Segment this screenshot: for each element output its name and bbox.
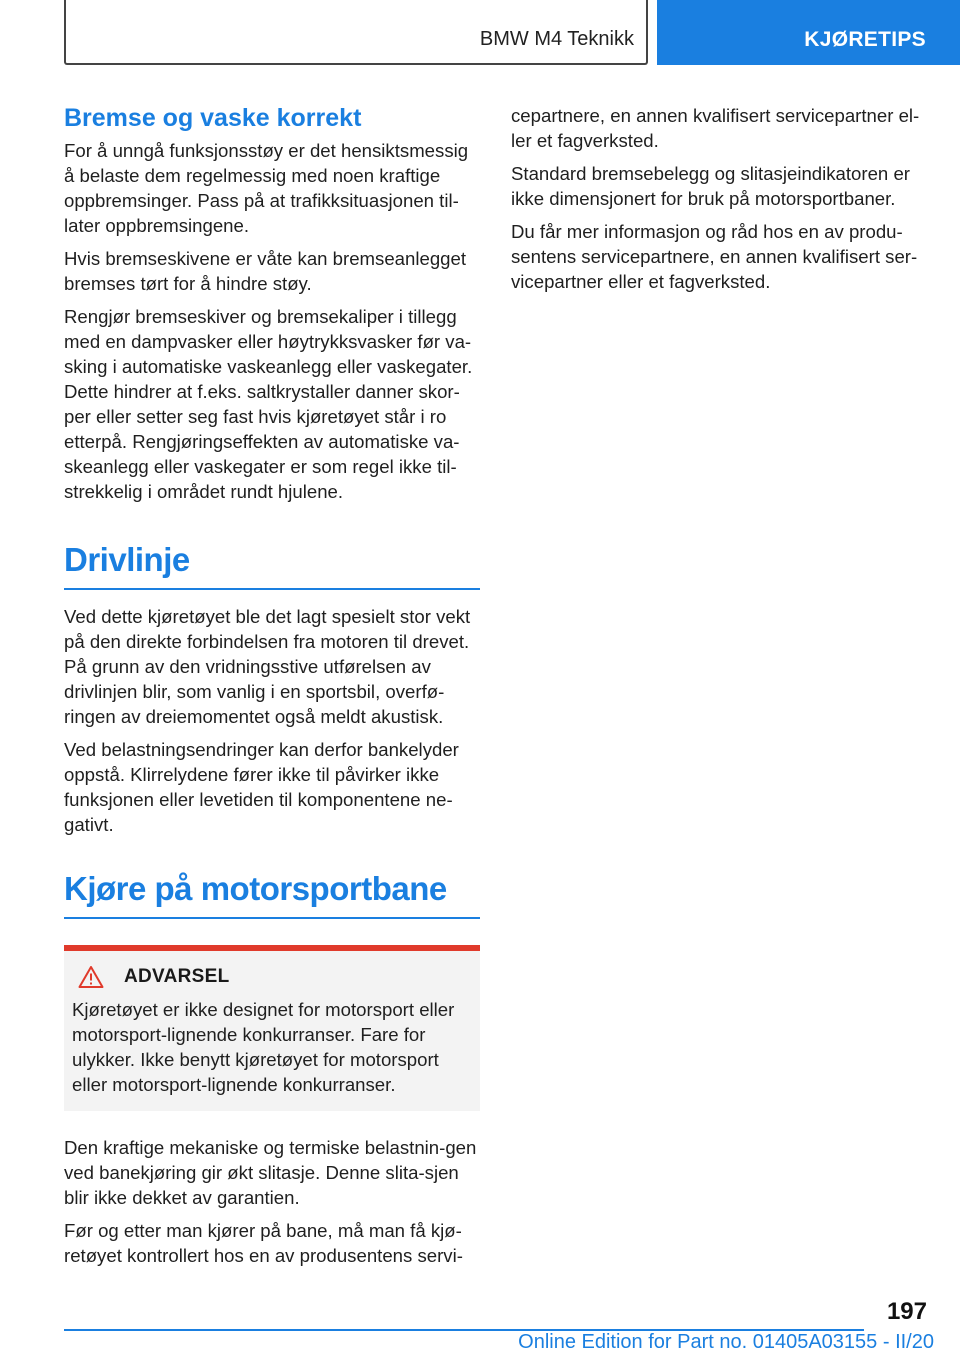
track-paragraph-1: Den kraftige mekaniske og termiske belastnin-gen ved banekjøring gir økt slitasje. Denne slita-sjen blir ikke dekket av garantien. xyxy=(64,1137,477,1208)
section-name: KJØRETIPS xyxy=(804,28,926,51)
brakes-paragraph-1: For å unngå funksjonsstøy er det hensiktsmessig å belaste dem regelmessig med noen kraftige oppbremsinger. Pass på at trafikksituasjonen til-later oppbremsingene. xyxy=(64,140,469,236)
track-paragraph-2: Før og etter man kjører på bane, må man få kjø-retøyet kontrollert hos en av produsentens servi- xyxy=(64,1220,463,1266)
page-number: 197 xyxy=(886,1298,927,1325)
brakes-paragraph-3: Rengjør bremseskiver og bremsekaliper i tillegg med en dampvasker eller høytrykksvasker før va-sking i automatiske vaskeanlegg eller vaskegater. Dette hindrer at f.eks. saltkrystaller danner skor-per eller setter seg fast hvis kjøretøyet står i ro etterpå. Rengjøringseffekten av automatiske va-skeanlegg eller vaskegater er som regel ikke til-strekkelig i området rundt hjulene. xyxy=(64,306,473,502)
header-title-tab xyxy=(64,0,648,65)
right-paragraph-1: cepartnere, en annen kvalifisert servicepartner el-ler et fagverksted. xyxy=(511,105,920,151)
header-section-tab xyxy=(657,0,960,65)
brakes-heading: Bremse og vaske korrekt xyxy=(64,104,362,132)
right-paragraph-3: Du får mer informasjon og råd hos en av produ-sentens servicepartnere, en annen kvalifisert ser-vicepartner eller et fagverksted. xyxy=(511,221,918,292)
footer-edition: Online Edition for Part no. 01405A03155 - II/20 xyxy=(518,1331,934,1353)
right-column xyxy=(511,103,931,302)
drivetrain-paragraph-1: Ved dette kjøretøyet ble det lagt spesielt stor vekt på den direkte forbindelsen fra motoren til drevet. På grunn av den vridningsstive utførelsen av drivlinjen blir, som vanlig i en sportsbil, overfø-ringen av dreiemomentet også meldt akustisk. xyxy=(64,606,471,727)
brakes-paragraph-2: Hvis bremseskivene er våte kan bremseanlegget bremses tørt for å hindre støy. xyxy=(64,248,467,294)
track-heading: Kjøre på motorsportbane xyxy=(64,867,480,919)
document-title: BMW M4 Teknikk xyxy=(479,28,634,50)
drivetrain-heading: Drivlinje xyxy=(64,538,480,590)
drivetrain-paragraph-2: Ved belastningsendringer kan derfor bankelyder oppstå. Klirrelydene fører ikke til påvirker ikke funksjonen eller levetiden til komponentene ne-gativt. xyxy=(64,739,459,835)
left-column xyxy=(64,102,480,1276)
right-paragraph-2: Standard bremsebelegg og slitasjeindikatoren er ikke dimensjonert for bruk på motorsportbaner. xyxy=(511,163,910,209)
warning-text: Kjøretøyet er ikke designet for motorsport eller motorsport-lignende konkurranser. Fare for ulykker. Ikke benytt kjøretøyet for motorsport eller motorsport-lignende konkurranser. xyxy=(72,999,455,1095)
warning-header xyxy=(72,965,472,989)
warning-label: ADVARSEL xyxy=(124,966,230,987)
warning-triangle-icon xyxy=(78,965,104,989)
warning-box xyxy=(64,945,480,1111)
